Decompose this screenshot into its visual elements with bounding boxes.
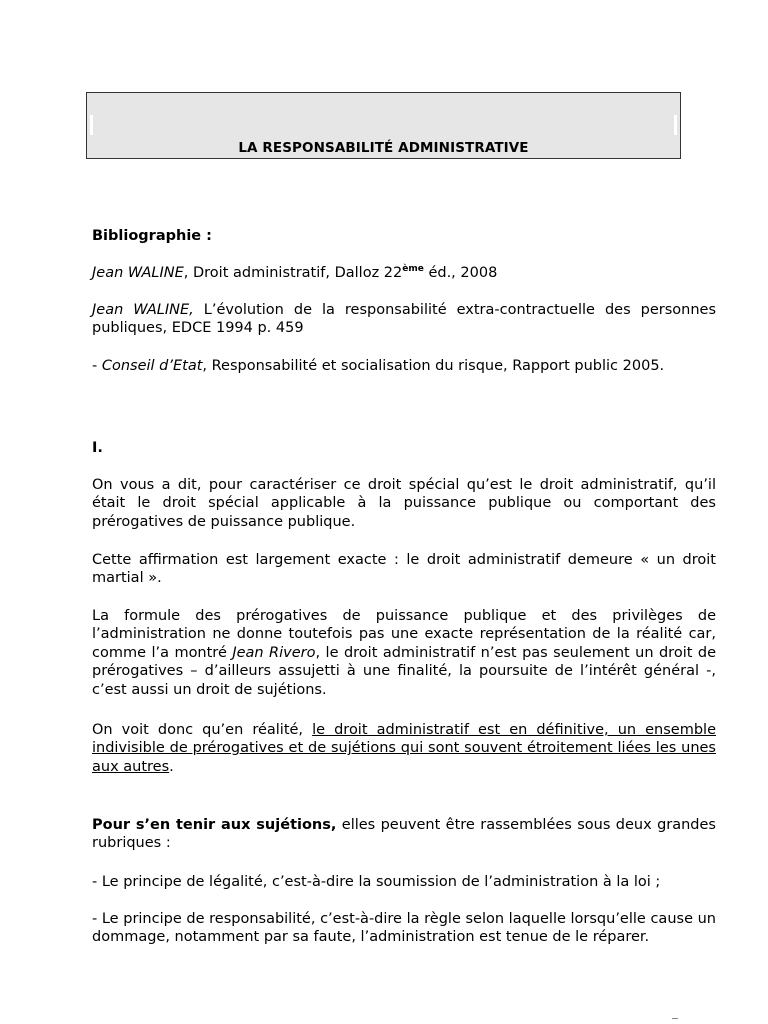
paragraph-5-text: elles peuvent être rassemblées sous deux grandes rubriques :: [92, 817, 716, 852]
bibliography-entry-1: [92, 264, 716, 282]
paragraph-4-text-b: .: [169, 758, 174, 775]
paragraph-6: - Le principe de légalité, c’est-à-dire la soumission de l’administration à la loi ;: [92, 874, 661, 890]
ref1-text-a: , Droit administratif, Dalloz 22: [183, 265, 403, 281]
ref2-text: L’évolution de la responsabilité extra-contractuelle des personnes publiques, EDCE 1994 p. 459: [92, 302, 717, 337]
ref3-author: Conseil d’Etat: [101, 358, 203, 374]
ref1-superscript: ème: [402, 264, 424, 274]
title-box: [86, 92, 681, 159]
paragraph-5-bold: Pour s’en tenir aux sujétions,: [92, 817, 337, 833]
document-title: LA RESPONSABILITÉ ADMINISTRATIVE: [238, 140, 529, 156]
paragraph-5: [92, 816, 716, 853]
ref1-text-b: éd., 2008: [423, 265, 498, 281]
paragraph-4-underlined: le droit administratif est en définitive, un ensemble indivisible de prérogatives et de sujétions qui sont souvent étroitement liées les unes aux autres: [92, 722, 716, 775]
page-edge-mark: [672, 1018, 678, 1019]
ref3-prefix: -: [92, 358, 102, 374]
paragraph-4: [92, 721, 716, 776]
bibliography-entry-2: [92, 301, 716, 338]
ref3-text: , Responsabilité et socialisation du risque, Rapport public 2005.: [202, 358, 665, 374]
paragraph-3-italic: Jean Rivero: [232, 644, 316, 661]
paragraph-4-text-a: On voit donc qu’en réalité,: [92, 722, 313, 738]
bibliography-heading: Bibliographie :: [92, 228, 212, 244]
ref1-author: Jean WALINE: [92, 265, 184, 281]
paragraph-1: On vous a dit, pour caractériser ce droit spécial qu’est le droit administratif, qu’il était le droit spécial applicable à la puissance publique ou comportant des prérogatives de puissance publique.: [92, 477, 716, 530]
paragraph-3-text-a: La formule des prérogatives de puissance publique et des privilèges de l’administration ne donne toutefois pas une exacte représentation de la réalité car, comme l’a montré: [92, 608, 716, 661]
bibliography-entry-3: [92, 357, 716, 375]
paragraph-3-text-b: , le droit administratif n’est pas seulement un droit de prérogatives – d’ailleurs assujetti à une finalité, la poursuite de l’intérêt général -, c’est aussi un droit de sujétions.: [92, 644, 716, 698]
paragraph-3: [92, 607, 716, 699]
title-box-left-mark: [90, 115, 93, 135]
ref2-author: Jean WALINE,: [92, 302, 194, 318]
paragraph-7: - Le principe de responsabilité, c’est-à-dire la règle selon laquelle lorsqu’elle cause un dommage, notamment par sa faute, l’administration est tenue de le réparer.: [92, 911, 716, 946]
title-box-right-mark: [674, 115, 677, 135]
section-heading: I.: [92, 440, 103, 456]
paragraph-2: Cette affirmation est largement exacte : le droit administratif demeure « un droit martial ».: [92, 552, 716, 587]
